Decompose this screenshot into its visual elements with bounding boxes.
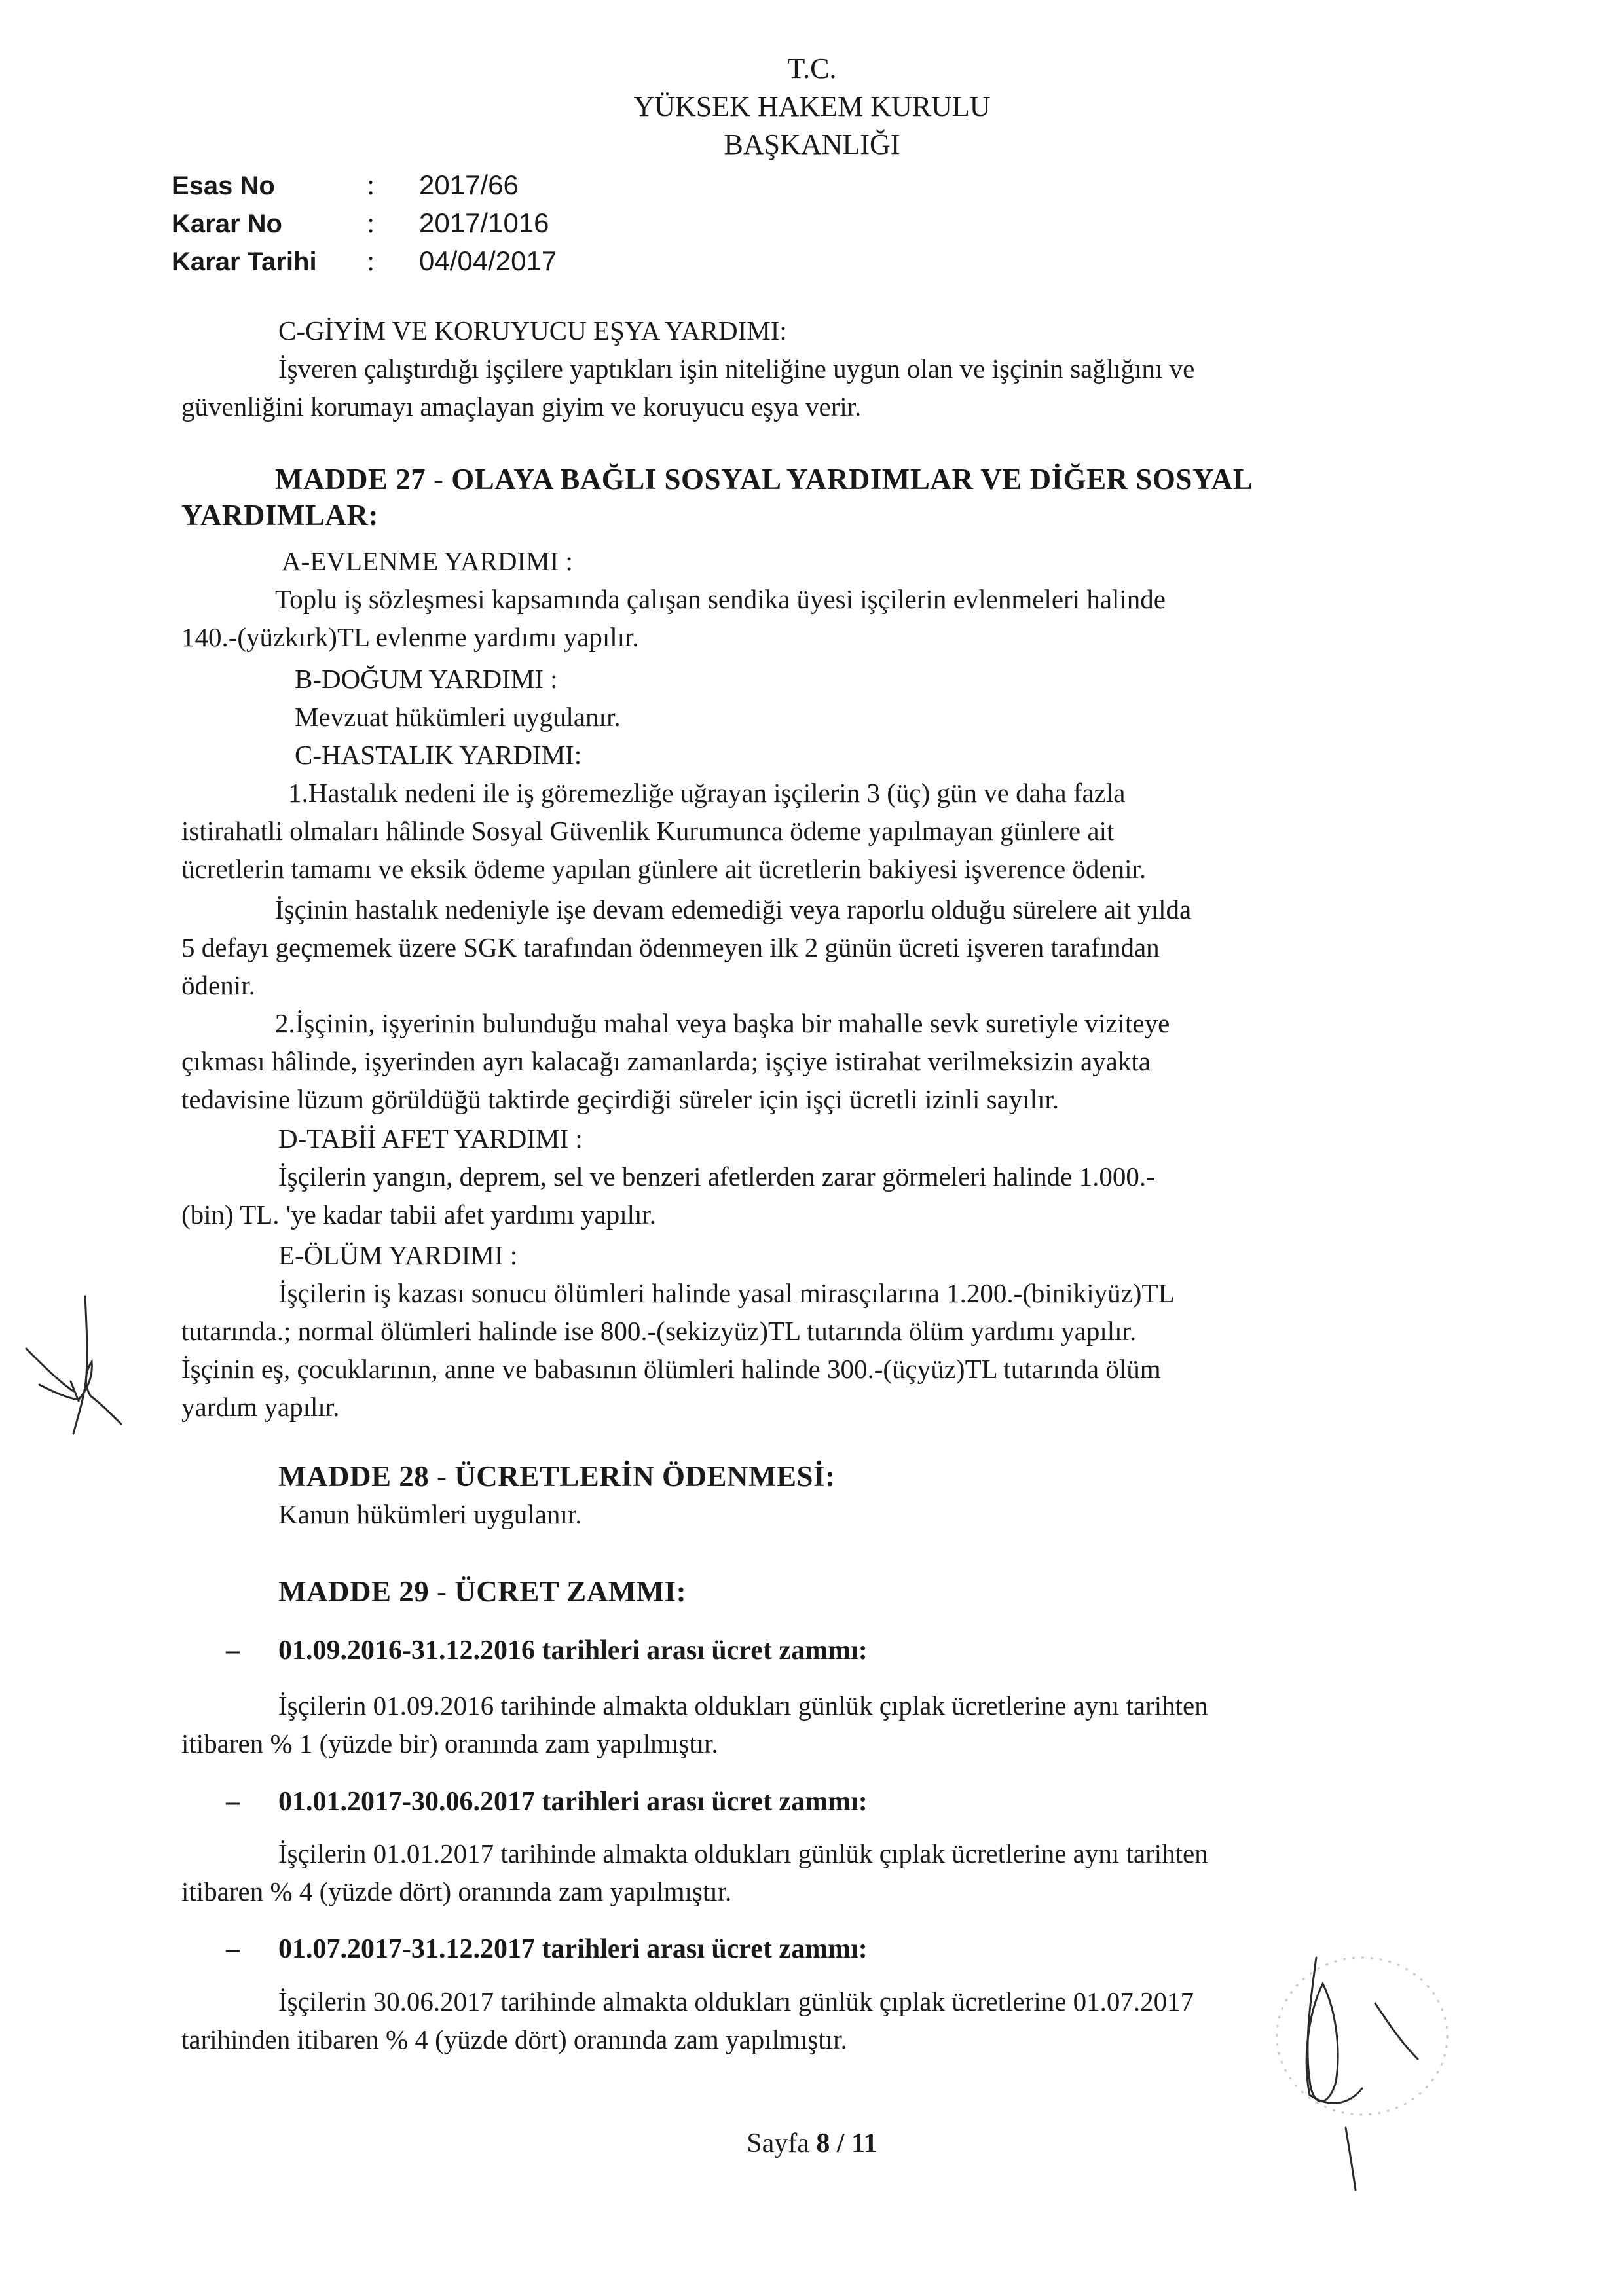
bullet-dash: – bbox=[226, 1787, 240, 1817]
paragraph-line: ücretlerin tamamı ve eksik ödeme yapılan günlere ait ücretlerin bakiyesi işverence ödenir. bbox=[181, 854, 1147, 884]
paragraph-line: Mevzuat hükümleri uygulanır. bbox=[295, 702, 621, 732]
header-presidency: BAŞKANLIĞI bbox=[724, 128, 900, 160]
madde-29-heading: MADDE 29 - ÜCRET ZAMMI: bbox=[278, 1575, 687, 1608]
paragraph-line: 1.Hastalık nedeni ile iş göremezliğe uğrayan işçilerin 3 (üç) gün ve daha fazla bbox=[288, 778, 1126, 808]
karar-tarihi-row bbox=[172, 244, 557, 280]
bullet-dash: – bbox=[226, 1934, 240, 1964]
zam-period-title: 01.01.2017-30.06.2017 tarihleri arası ücret zammı: bbox=[278, 1787, 868, 1817]
paragraph-line: İşçilerin 01.01.2017 tarihinde almakta oldukları günlük çıplak ücretlerine aynı tarihten bbox=[278, 1838, 1208, 1868]
bullet-dash: – bbox=[226, 1635, 240, 1666]
section-c-giyim-title: C-GİYİM VE KORUYUCU EŞYA YARDIMI: bbox=[278, 316, 787, 346]
separator: : bbox=[367, 207, 375, 239]
hastalik-title: C-HASTALIK YARDIMI: bbox=[295, 740, 582, 770]
paragraph-line: İşçilerin 30.06.2017 tarihinde almakta oldukları günlük çıplak ücretlerine 01.07.2017 bbox=[278, 1986, 1194, 2016]
zam-period-title: 01.07.2017-31.12.2017 tarihleri arası ücret zammı: bbox=[278, 1934, 868, 1964]
header-tc: T.C. bbox=[787, 52, 837, 84]
madde-28-heading: MADDE 28 - ÜCRETLERİN ÖDENMESİ: bbox=[278, 1460, 836, 1493]
madde-27-heading-cont: YARDIMLAR: bbox=[181, 499, 378, 532]
esas-no-label: Esas No bbox=[172, 172, 275, 200]
paragraph-line: 5 defayı geçmemek üzere SGK tarafından ödenmeyen ilk 2 günün ücreti işveren tarafından bbox=[181, 932, 1160, 962]
paragraph-line: itibaren % 1 (yüzde bir) oranında zam yapılmıştır. bbox=[181, 1728, 718, 1758]
afet-title: D-TABİİ AFET YARDIMI : bbox=[278, 1123, 583, 1154]
header-institution: YÜKSEK HAKEM KURULU bbox=[633, 90, 991, 122]
karar-tarihi-value: 04/04/2017 bbox=[419, 246, 557, 276]
signature-left bbox=[13, 1283, 144, 1453]
esas-no-value: 2017/66 bbox=[419, 170, 519, 200]
paragraph-line: ödenir. bbox=[181, 970, 255, 1000]
karar-tarihi-label: Karar Tarihi bbox=[172, 247, 317, 276]
paragraph-line: itibaren % 4 (yüzde dört) oranında zam yapılmıştır. bbox=[181, 1876, 732, 1906]
karar-no-row bbox=[172, 206, 549, 242]
paragraph-line: istirahatli olmaları hâlinde Sosyal Güvenlik Kurumunca ödeme yapılmayan günlere ait bbox=[181, 816, 1115, 846]
page-value: 8 / 11 bbox=[816, 2128, 877, 2159]
paragraph-line: güvenliğini korumayı amaçlayan giyim ve koruyucu eşya verir. bbox=[181, 392, 862, 422]
paragraph-line: tedavisine lüzum görüldüğü taktirde geçirdiği süreler için işçi ücretli izinli sayılır. bbox=[181, 1084, 1060, 1114]
karar-no-label: Karar No bbox=[172, 210, 282, 238]
madde-27-heading: MADDE 27 - OLAYA BAĞLI SOSYAL YARDIMLAR VE DİĞER SOSYAL bbox=[275, 463, 1253, 496]
separator: : bbox=[367, 169, 375, 201]
paragraph-line: Toplu iş sözleşmesi kapsamında çalışan sendika üyesi işçilerin evlenmeleri halinde bbox=[275, 584, 1166, 614]
paragraph-line: Kanun hükümleri uygulanır. bbox=[278, 1499, 582, 1529]
paragraph-line: 2.İşçinin, işyerinin bulunduğu mahal veya başka bir mahalle sevk suretiyle viziteye bbox=[275, 1008, 1170, 1038]
paragraph-line: yardım yapılır. bbox=[181, 1392, 340, 1422]
evlenme-title: A-EVLENME YARDIMI : bbox=[282, 546, 573, 576]
page-prefix: Sayfa bbox=[747, 2128, 809, 2159]
olum-title: E-ÖLÜM YARDIMI : bbox=[278, 1240, 518, 1270]
paragraph-line: 140.-(yüzkırk)TL evlenme yardımı yapılır. bbox=[181, 622, 639, 652]
paragraph-line: çıkması hâlinde, işyerinden ayrı kalacağı zamanlarda; işçiye istirahat verilmeksizin ayakta bbox=[181, 1046, 1151, 1076]
dogum-title: B-DOĞUM YARDIMI : bbox=[295, 664, 558, 694]
esas-no-row bbox=[172, 168, 519, 204]
signature-right bbox=[1238, 1938, 1473, 2213]
paragraph-line: tarihinden itibaren % 4 (yüzde dört) oranında zam yapılmıştır. bbox=[181, 2024, 847, 2054]
paragraph-line: İşçinin hastalık nedeniyle işe devam edemediği veya raporlu olduğu sürelere ait yılda bbox=[275, 894, 1192, 924]
paragraph-line: İşçinin eş, çocuklarının, anne ve babasının ölümleri halinde 300.-(üçyüz)TL tutarında ölüm bbox=[181, 1354, 1161, 1384]
separator: : bbox=[367, 245, 375, 277]
paragraph-line: İşçilerin iş kazası sonucu ölümleri halinde yasal mirasçılarına 1.200.-(binikiyüz)TL bbox=[278, 1278, 1175, 1308]
paragraph-line: İşçilerin yangın, deprem, sel ve benzeri afetlerden zarar görmeleri halinde 1.000.- bbox=[278, 1161, 1155, 1192]
paragraph-line: tutarında.; normal ölümleri halinde ise 800.-(sekizyüz)TL tutarında ölüm yardımı yapılır. bbox=[181, 1316, 1137, 1346]
paragraph-line: İşveren çalıştırdığı işçilere yaptıkları işin niteliğine uygun olan ve işçinin sağlığını ve bbox=[278, 354, 1195, 384]
zam-period-title: 01.09.2016-31.12.2016 tarihleri arası ücret zammı: bbox=[278, 1635, 868, 1666]
paragraph-line: (bin) TL. 'ye kadar tabii afet yardımı yapılır. bbox=[181, 1199, 657, 1230]
karar-no-value: 2017/1016 bbox=[419, 208, 549, 238]
paragraph-line: İşçilerin 01.09.2016 tarihinde almakta oldukları günlük çıplak ücretlerine aynı tarihten bbox=[278, 1690, 1208, 1721]
